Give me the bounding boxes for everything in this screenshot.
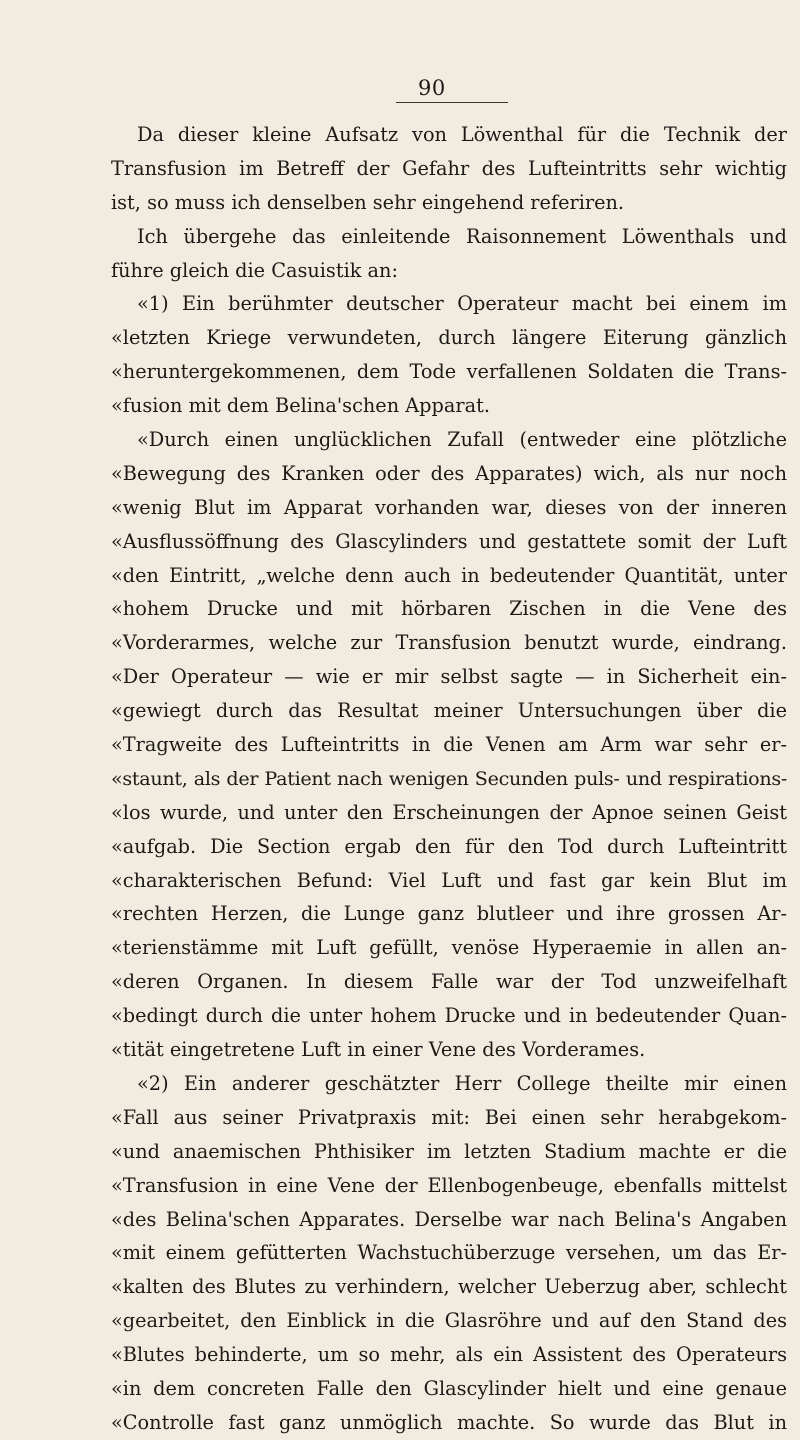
text-line: Ich übergehe das einleitende Raisonnement Löwenthals und	[137, 224, 787, 248]
text-line: «Fall aus seiner Privatpraxis mit: Bei einen sehr herabgekom-	[111, 1105, 787, 1129]
body-text	[111, 118, 787, 1440]
text-line: «staunt, als der Patient nach wenigen Secunden puls- und respirations-	[111, 766, 787, 790]
header-rule	[396, 102, 508, 103]
text-line: «fusion mit dem Belina'schen Apparat.	[111, 394, 490, 418]
text-line: «wenig Blut im Apparat vorhanden war, dieses von der inneren	[111, 495, 787, 519]
text-line: «los wurde, und unter den Erscheinungen der Apnoe seinen Geist	[111, 800, 787, 824]
text-line: «aufgab. Die Section ergab den für den Tod durch Lufteintritt	[111, 834, 787, 858]
text-line: «heruntergekommenen, dem Tode verfallenen Soldaten die Trans-	[111, 360, 787, 384]
text-line: «Bewegung des Kranken oder des Apparates) wich, als nur noch	[111, 461, 787, 485]
text-line: «Blutes behinderte, um so mehr, als ein Assistent des Operateurs	[111, 1343, 787, 1367]
text-line: «hohem Drucke und mit hörbaren Zischen in die Vene des	[111, 597, 787, 621]
text-line: «Tragweite des Lufteintritts in die Venen am Arm war sehr er-	[111, 733, 787, 757]
text-line: «Der Operateur — wie er mir selbst sagte — in Sicherheit ein-	[111, 665, 787, 689]
text-line: «tität eingetretene Luft in einer Vene des Vorderames.	[111, 1038, 646, 1062]
text-line: «2) Ein anderer geschätzter Herr College theilte mir einen	[137, 1071, 787, 1095]
text-line: «deren Organen. In diesem Falle war der Tod unzweifelhaft	[111, 970, 787, 994]
text-line: «des Belina'schen Apparates. Derselbe war nach Belina's Angaben	[111, 1207, 787, 1231]
page-number: 90	[418, 76, 446, 100]
text-line: «gewiegt durch das Resultat meiner Untersuchungen über die	[111, 699, 787, 723]
text-line: «Transfusion in eine Vene der Ellenbogenbeuge, ebenfalls mittelst	[111, 1173, 787, 1197]
text-line: «1) Ein berühmter deutscher Operateur macht bei einem im	[137, 292, 787, 316]
text-line: «gearbeitet, den Einblick in die Glasröhre und auf den Stand des	[111, 1309, 787, 1333]
text-line: «mit einem gefütterten Wachstuchüberzuge versehen, um das Er-	[111, 1241, 787, 1265]
text-line: Transfusion im Betreff der Gefahr des Lufteintritts sehr wichtig	[111, 156, 787, 180]
text-line: «den Eintritt, „welche denn auch in bedeutender Quantität, unter	[111, 563, 787, 587]
text-line: Da dieser kleine Aufsatz von Löwenthal für die Technik der	[137, 123, 787, 146]
text-line: «Controlle fast ganz unmöglich machte. So wurde das Blut in	[111, 1410, 787, 1434]
text-line: «kalten des Blutes zu verhindern, welcher Ueberzug aber, schlecht	[111, 1275, 787, 1299]
text-line: «und anaemischen Phthisiker im letzten Stadium machte er die	[111, 1139, 787, 1163]
text-line: «Durch einen unglücklichen Zufall (entweder eine plötzliche	[137, 428, 787, 452]
text-line: ist, so muss ich denselben sehr eingehend referiren.	[111, 190, 625, 214]
text-line: «rechten Herzen, die Lunge ganz blutleer und ihre grossen Ar-	[111, 902, 787, 926]
text-line: «bedingt durch die unter hohem Drucke und in bedeutender Quan-	[111, 1004, 787, 1028]
text-line: «charakterischen Befund: Viel Luft und fast gar kein Blut im	[111, 868, 787, 892]
text-line: «Ausflussöffnung des Glascylinders und gestattete somit der Luft	[111, 529, 787, 553]
text-line: «Vorderarmes, welche zur Transfusion benutzt wurde, eindrang.	[111, 631, 787, 655]
text-line: führe gleich die Casuistik an:	[111, 258, 398, 282]
text-line: «terienstämme mit Luft gefüllt, venöse Hyperaemie in allen an-	[111, 936, 787, 960]
text-line: «in dem concreten Falle den Glascylinder hielt und eine genaue	[111, 1376, 787, 1400]
text-line: «letzten Kriege verwundeten, durch längere Eiterung gänzlich	[111, 326, 787, 350]
